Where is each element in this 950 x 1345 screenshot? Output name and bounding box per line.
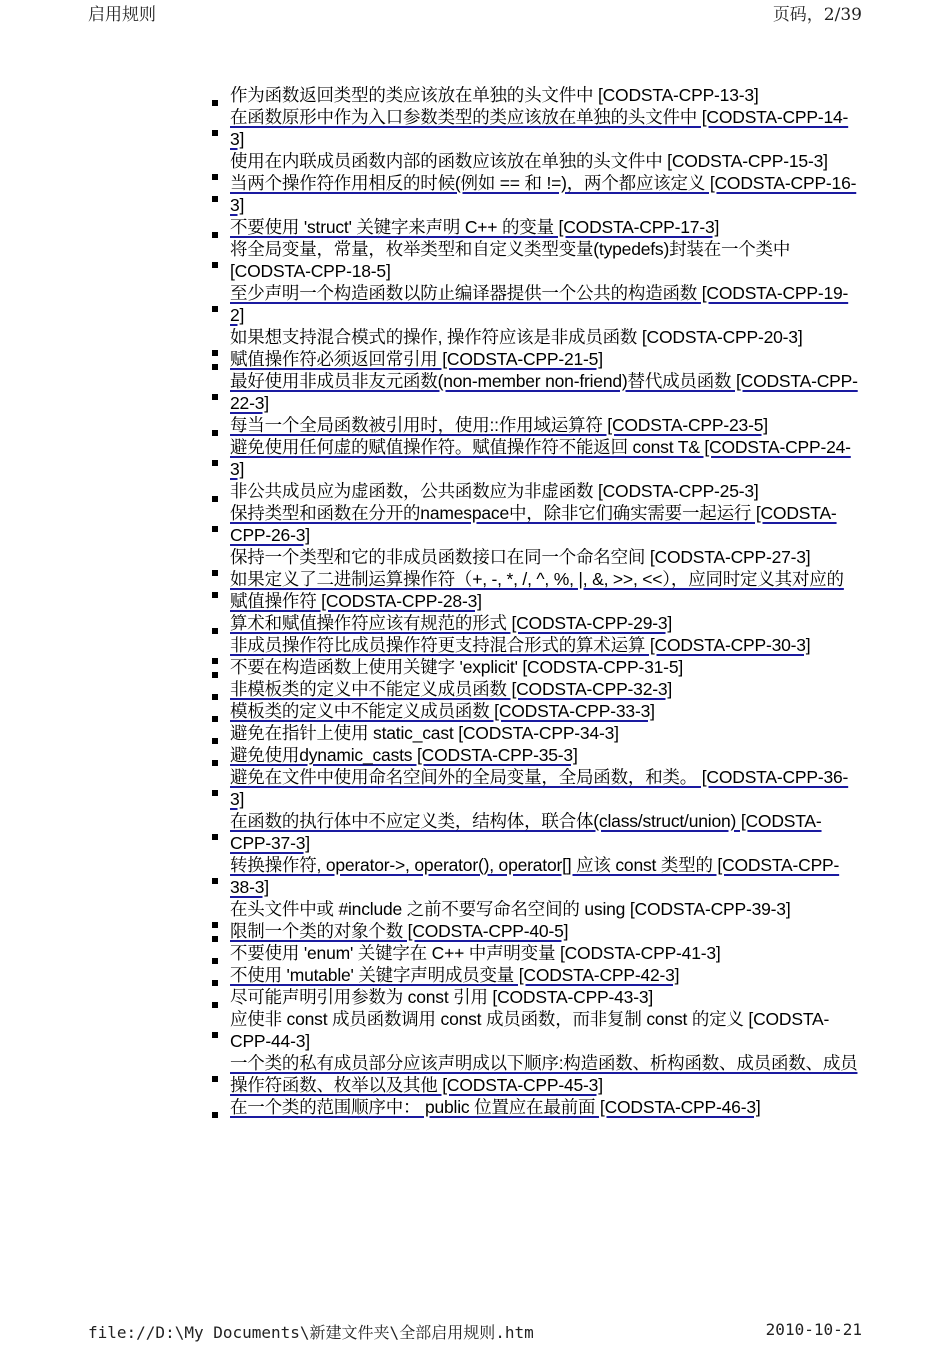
rule-text: 作为函数返回类型的类应该放在单独的头文件中 [CODSTA-CPP-13-3] — [230, 85, 759, 105]
rule-item[interactable] — [210, 964, 860, 986]
rule-item[interactable] — [210, 348, 860, 370]
bullet-icon — [212, 878, 218, 884]
page-header — [0, 0, 950, 24]
rule-link[interactable]: 非成员操作符比成员操作符更支持混合形式的算术运算 [CODSTA-CPP-30-3] — [230, 635, 811, 655]
bullet-icon — [212, 130, 218, 136]
rule-item[interactable] — [210, 172, 860, 216]
rule-item[interactable] — [210, 700, 860, 722]
rule-item — [210, 480, 860, 502]
rule-text: 在头文件中或 #include 之前不要写命名空间的 using [CODSTA-CPP-39-3] — [230, 899, 791, 919]
bullet-icon — [212, 262, 218, 268]
bullet-icon — [212, 394, 218, 400]
rule-item[interactable] — [210, 370, 860, 414]
bullet-icon — [212, 460, 218, 466]
rule-link[interactable]: 一个类的私有成员部分应该声明成以下顺序:构造函数、析构函数、成员函数、成员操作符函数、枚举以及其他 [CODSTA-CPP-45-3] — [230, 1053, 858, 1095]
rule-list — [210, 84, 860, 1118]
rule-text: 保持一个类型和它的非成员函数接口在同一个命名空间 [CODSTA-CPP-27-3] — [230, 547, 811, 567]
rule-item — [210, 546, 860, 568]
rule-link[interactable]: 限制一个类的对象个数 [CODSTA-CPP-40-5] — [230, 921, 569, 941]
bullet-icon — [212, 1112, 218, 1118]
rule-link[interactable]: 算术和赋值操作符应该有规范的形式 [CODSTA-CPP-29-3] — [230, 613, 673, 633]
footer-date: 2010-10-21 — [765, 1320, 862, 1339]
page-footer — [0, 1320, 950, 1344]
rule-link[interactable]: 非模板类的定义中不能定义成员函数 [CODSTA-CPP-32-3] — [230, 679, 673, 699]
header-title: 启用规则 — [88, 5, 156, 25]
rule-text: 不要在构造函数上使用关键字 'explicit' [CODSTA-CPP-31-5] — [230, 657, 684, 677]
rule-item — [210, 722, 860, 744]
rule-link[interactable]: 最好使用非成员非友元函数(non-member non-friend)替代成员函数 [CODSTA-CPP-22-3] — [230, 371, 858, 413]
rule-item — [210, 942, 860, 964]
rule-link[interactable]: 在函数原形中作为入口参数类型的类应该放在单独的头文件中 [CODSTA-CPP-14-3] — [230, 107, 849, 149]
rule-text: 避免在指针上使用 static_cast [CODSTA-CPP-34-3] — [230, 723, 619, 743]
rule-item — [210, 1008, 860, 1052]
rule-item — [210, 656, 860, 678]
rule-link[interactable]: 在一个类的范围顺序中： public 位置应在最前面 [CODSTA-CPP-46-3] — [230, 1097, 761, 1117]
rule-link[interactable]: 如果定义了二进制运算操作符（+, -, *, /, ^, %, |, &, >>, <<），应同时定义其对应的赋值操作符 [CODSTA-CPP-28-3] — [230, 569, 844, 611]
rule-link[interactable]: 至少声明一个构造函数以防止编译器提供一个公共的构造函数 [CODSTA-CPP-19-2] — [230, 283, 849, 325]
rule-item[interactable] — [210, 612, 860, 634]
rule-text: 如果想支持混合模式的操作, 操作符应该是非成员函数 [CODSTA-CPP-20-3] — [230, 327, 803, 347]
rule-item — [210, 326, 860, 348]
rule-item — [210, 238, 860, 282]
rule-link[interactable]: 转换操作符, operator->, operator(), operator[] 应该 const 类型的 [CODSTA-CPP-38-3] — [230, 855, 840, 897]
rule-link[interactable]: 保持类型和函数在分开的namespace中，除非它们确实需要一起运行 [CODSTA-CPP-26-3] — [230, 503, 837, 545]
rule-text: 不要使用 'enum' 关键字在 C++ 中声明变量 [CODSTA-CPP-41-3] — [230, 943, 721, 963]
bullet-icon — [212, 1076, 218, 1082]
rule-item — [210, 986, 860, 1008]
footer-file-path: file://D:\My Documents\新建文件夹\全部启用规则.htm — [88, 1323, 534, 1342]
bullet-icon — [212, 592, 218, 598]
rule-link[interactable]: 当两个操作符作用相反的时候(例如 == 和 !=)，两个都应该定义 [CODSTA-CPP-16-3] — [230, 173, 857, 215]
rule-item[interactable] — [210, 766, 860, 810]
bullet-icon — [212, 790, 218, 796]
rule-text: 尽可能声明引用参数为 const 引用 [CODSTA-CPP-43-3] — [230, 987, 654, 1007]
rule-item[interactable] — [210, 920, 860, 942]
bullet-icon — [212, 834, 218, 840]
rule-text: 非公共成员应为虚函数，公共函数应为非虚函数 [CODSTA-CPP-25-3] — [230, 481, 759, 501]
rule-item — [210, 150, 860, 172]
rule-link[interactable]: 不使用 'mutable' 关键字声明成员变量 [CODSTA-CPP-42-3] — [230, 965, 680, 985]
rule-link[interactable]: 避免在文件中使用命名空间外的全局变量，全局函数，和类。 [CODSTA-CPP-36-3] — [230, 767, 849, 809]
rule-text: 将全局变量，常量，枚举类型和自定义类型变量(typedefs)封装在一个类中 [CODSTA-CPP-18-5] — [230, 239, 791, 281]
rule-link[interactable]: 在函数的执行体中不应定义类，结构体，联合体(class/struct/union) [CODSTA-CPP-37-3] — [230, 811, 822, 853]
bullet-icon — [212, 526, 218, 532]
rule-item[interactable] — [210, 634, 860, 656]
rule-item[interactable] — [210, 810, 860, 854]
header-page-number: 页码，2/39 — [772, 5, 862, 25]
rule-item[interactable] — [210, 216, 860, 238]
rule-link[interactable]: 避免使用dynamic_casts [CODSTA-CPP-35-3] — [230, 745, 578, 765]
rule-text: 使用在内联成员函数内部的函数应该放在单独的头文件中 [CODSTA-CPP-15-3] — [230, 151, 828, 171]
rule-item[interactable] — [210, 436, 860, 480]
rule-item[interactable] — [210, 502, 860, 546]
bullet-icon — [212, 1032, 218, 1038]
rule-item[interactable] — [210, 1052, 860, 1096]
rule-item[interactable] — [210, 414, 860, 436]
bullet-icon — [212, 196, 218, 202]
rule-item[interactable] — [210, 282, 860, 326]
rule-item[interactable] — [210, 106, 860, 150]
rule-text: 应使非 const 成员函数调用 const 成员函数，而非复制 const 的定义 [CODSTA-CPP-44-3] — [230, 1009, 830, 1051]
rule-link[interactable]: 赋值操作符必须返回常引用 [CODSTA-CPP-21-5] — [230, 349, 603, 369]
rule-item — [210, 898, 860, 920]
rule-link[interactable]: 模板类的定义中不能定义成员函数 [CODSTA-CPP-33-3] — [230, 701, 655, 721]
rule-item[interactable] — [210, 1096, 860, 1118]
rule-link[interactable]: 每当一个全局函数被引用时，使用::作用域运算符 [CODSTA-CPP-23-5] — [230, 415, 768, 435]
rule-item[interactable] — [210, 854, 860, 898]
bullet-icon — [212, 306, 218, 312]
rule-item[interactable] — [210, 744, 860, 766]
rule-item[interactable] — [210, 678, 860, 700]
rule-item — [210, 84, 860, 106]
rule-link[interactable]: 不要使用 'struct' 关键字来声明 C++ 的变量 [CODSTA-CPP-17-3] — [230, 217, 720, 237]
rule-item[interactable] — [210, 568, 860, 612]
rule-link[interactable]: 避免使用任何虚的赋值操作符。赋值操作符不能返回 const T& [CODSTA-CPP-24-3] — [230, 437, 851, 479]
